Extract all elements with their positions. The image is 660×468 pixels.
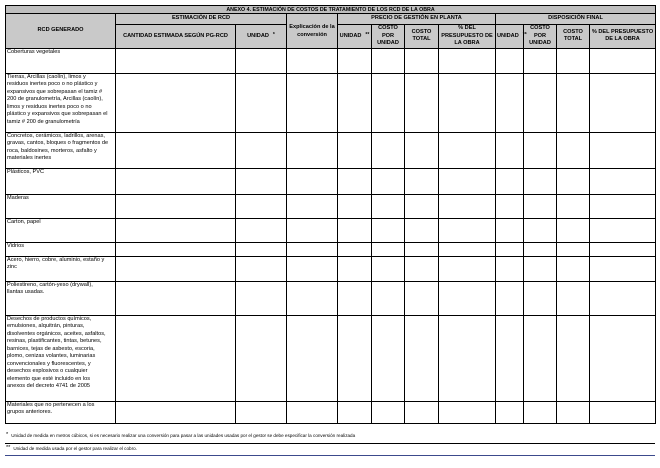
header-costo-por-unidad: COSTO POR UNIDAD <box>372 25 405 49</box>
table-row <box>6 73 656 132</box>
header-costo-por-unidad-disp: COSTO POR UNIDAD <box>524 25 557 49</box>
header-explicacion-conversion: Explicación de la conversión <box>287 14 338 49</box>
title-row <box>6 6 656 14</box>
table-row <box>6 132 656 168</box>
rcd-item-line: grupos anteriores. <box>7 409 53 415</box>
bottom-rule <box>5 455 655 456</box>
table-row <box>6 48 656 73</box>
header-pct-presupuesto-disp: % DEL PRESUPUESTO DE LA OBRA <box>590 25 656 49</box>
rcd-item-line: barnices, tejas de asbesto, escoria, <box>7 345 95 352</box>
footnote-text: Unidad de medida en metros cúbicos, si es necesario realizar una conversión para pasar a las unidades usadas por el gestor se debe especificar la conversión realizada <box>11 433 356 438</box>
table-row <box>6 194 656 218</box>
rcd-item-label <box>6 218 116 242</box>
table-row <box>6 281 656 315</box>
rcd-item-line: Plásticos, PVC <box>7 168 44 175</box>
footnote-mark: ** <box>6 445 11 451</box>
rcd-item-line: plástico y expansivos que sobrepasan el <box>7 111 108 117</box>
footnote-unidad-gestor <box>6 446 137 452</box>
rcd-item-label <box>6 401 116 423</box>
rcd-item-line: Maderas <box>7 194 29 201</box>
rcd-item-line: Coberturas vegetales <box>7 48 61 55</box>
rcd-item-line: Poliestireno, cartón-yeso (drywall), <box>7 281 93 288</box>
rcd-item-label <box>6 315 116 401</box>
header-cantidad-estimada: CANTIDAD ESTIMADA SEGÚN PG-RCD <box>116 25 236 49</box>
header-rcd-generado: RCD GENERADO <box>6 14 116 49</box>
rcd-item-label <box>6 73 116 132</box>
rcd-item-line: zinc <box>7 264 17 270</box>
rcd-item-line: resinas, plastificantes, tintas, betunes, <box>7 338 102 344</box>
rcd-item-line: anexos del decreto 4741 de 2005 <box>7 383 91 389</box>
rcd-item-line: materiales inertes <box>7 155 52 161</box>
rcd-item-line: llantas usadas. <box>7 289 45 295</box>
header-row-1 <box>6 14 656 25</box>
sheet-title: ANEXO 4. ESTIMACIÓN DE COSTOS DE TRATAMIENTO DE LOS RCD DE LA OBRA <box>6 6 656 14</box>
header-estimacion-rcd: ESTIMACIÓN DE RCD <box>116 14 287 25</box>
rcd-item-line: expansivos que sobrepasan el tamiz # <box>7 88 103 95</box>
footnote-unidad-medida <box>6 433 355 439</box>
rcd-item-label <box>6 48 116 73</box>
rcd-item-label <box>6 168 116 194</box>
table-row <box>6 256 656 281</box>
table-row <box>6 315 656 401</box>
rcd-item-label <box>6 194 116 218</box>
header-unidad-disposicion: UNIDAD ** <box>496 25 524 49</box>
header-costo-total: COSTO TOTAL <box>405 25 439 49</box>
rcd-item-line: elemento que esté incluido en los <box>7 375 91 382</box>
footnote-mark: * <box>6 432 9 438</box>
table-row <box>6 168 656 194</box>
table-row <box>6 401 656 423</box>
rcd-item-label <box>6 281 116 315</box>
rcd-item-label <box>6 256 116 281</box>
rcd-item-line: Desechos de productos químicos, <box>7 315 92 322</box>
rcd-item-label <box>6 242 116 256</box>
rcd-item-line: roca, baldosines, morteros, asfalto y <box>7 147 97 154</box>
header-precio-gestion-planta: PRECIO DE GESTIÓN EN PLANTA <box>338 14 496 25</box>
table-row <box>6 218 656 242</box>
rcd-item-line: residuos inertes poco o no plástico y <box>7 81 98 87</box>
rcd-item-line: Acero, hierro, cobre, aluminio, estaño y <box>7 256 105 263</box>
footnote-text: Unidad de medida usada por el gestor para realizar el cobro. <box>13 446 137 451</box>
header-unidad: UNIDAD * <box>236 25 287 49</box>
footnote-divider <box>5 443 655 444</box>
rcd-item-line: Vidrios <box>7 242 24 249</box>
rcd-item-line: disolventes orgánicos, aceites, asfaltos, <box>7 330 106 337</box>
rcd-item-line: tamiz # 200 de granulometría <box>7 118 80 125</box>
header-disposicion-final: DISPOSICIÓN FINAL <box>496 14 656 25</box>
rcd-item-line: emulsiones, alquitrán, pinturas, <box>7 323 85 329</box>
rcd-cost-table <box>5 5 656 424</box>
rcd-item-line: Tierras, Arcillas (caolín), limos y <box>7 73 86 80</box>
header-unidad-gestion: UNIDAD ** <box>338 25 372 49</box>
rcd-item-label <box>6 132 116 168</box>
rcd-item-line: gravas, cantos, bloques o fragmentos de <box>7 140 109 146</box>
rcd-item-line: 200 de granulometría, Arcillas (caolín), <box>7 96 103 102</box>
rcd-item-line: desechos explosivos o cualquier <box>7 368 88 374</box>
rcd-item-line: Concretos, cerámicos, ladrillos, arenas, <box>7 132 105 139</box>
header-pct-presupuesto: % DEL PRESUPUESTO DE LA OBRA <box>439 25 496 49</box>
header-costo-total-disp: COSTO TOTAL <box>557 25 590 49</box>
rcd-item-line: convencionales y fluorescentes, y <box>7 360 91 367</box>
rcd-item-line: limos y residuos inertes poco o no <box>7 103 92 110</box>
rcd-item-line: Carton, papel <box>7 218 41 225</box>
rcd-item-line: Materiales que no pertenecen a los <box>7 401 95 408</box>
rcd-item-line: plomo, cenizas volantes, luminarias <box>7 353 96 359</box>
table-row <box>6 242 656 256</box>
